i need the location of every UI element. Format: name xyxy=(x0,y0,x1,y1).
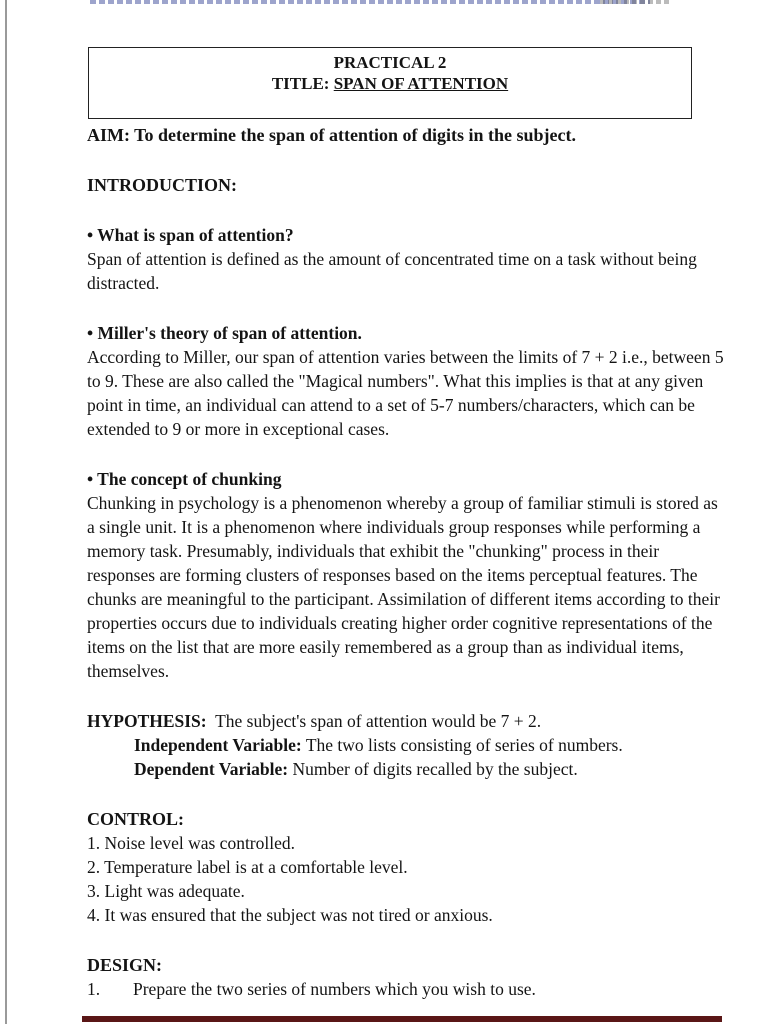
bottom-divider xyxy=(82,1016,722,1022)
document-body xyxy=(87,123,727,1001)
answer-chunking: Chunking in psychology is a phenomenon whereby a group of familiar stimuli is stored as a single unit. It is a phenomenon where individuals group responses while performing a memory task. Presumably, individuals that exhibit the "chunking" process in their responses are forming clusters of responses based on the items perceptual features. The chunks are meaningful to the participant. Assimilation of different items according to their properties occurs due to individuals creating higher order cognitive representations of the items on the list that are more easily remembered as a group than as individual items, themselves. xyxy=(87,493,720,681)
control-item: 2. Temperature label is at a comfortable level. xyxy=(87,857,408,877)
aim-statement: AIM: To determine the span of attention of digits in the subject. xyxy=(87,125,576,145)
title-prefix: TITLE: xyxy=(271,74,334,93)
control-item: 4. It was ensured that the subject was not tired or anxious. xyxy=(87,905,493,925)
cropped-header-text-right xyxy=(600,0,670,4)
control-item: 1. Noise level was controlled. xyxy=(87,833,296,853)
introduction-heading: INTRODUCTION: xyxy=(87,175,238,195)
hypothesis-label: HYPOTHESIS: xyxy=(87,711,207,731)
dv-text: Number of digits recalled by the subject. xyxy=(292,759,578,779)
independent-variable-line xyxy=(87,733,727,757)
answer-millers-theory: According to Miller, our span of attention varies between the limits of 7 + 2 i.e., between 5 to 9. These are also called the "Magical numbers". What this implies is that at any given point in time, an individual can attend to a set of 5-7 numbers/characters, which can be extended to 9 or more in exceptional cases. xyxy=(87,347,724,439)
question-millers-theory: • Miller's theory of span of attention. xyxy=(87,323,362,343)
practical-title xyxy=(89,73,691,95)
control-heading: CONTROL: xyxy=(87,809,185,829)
cropped-header-text xyxy=(90,0,650,4)
question-chunking: • The concept of chunking xyxy=(87,469,282,489)
control-item: 3. Light was adequate. xyxy=(87,881,245,901)
page-edge-rule xyxy=(5,0,7,1024)
answer-what-is-span: Span of attention is defined as the amount of concentrated time on a task without being distracted. xyxy=(87,249,697,293)
hypothesis-line xyxy=(87,709,727,733)
iv-text: The two lists consisting of series of numbers. xyxy=(305,735,623,755)
title-text: SPAN OF ATTENTION xyxy=(333,74,509,93)
question-what-is-span: • What is span of attention? xyxy=(87,225,294,245)
hypothesis-text: The subject's span of attention would be 7 + 2. xyxy=(215,711,542,731)
dv-label: Dependent Variable: xyxy=(134,759,289,779)
design-step-number: 1. xyxy=(87,979,101,999)
dependent-variable-line xyxy=(87,757,727,781)
design-step xyxy=(87,977,727,1001)
iv-label: Independent Variable: xyxy=(134,735,302,755)
practical-number: PRACTICAL 2 xyxy=(333,53,447,72)
title-box xyxy=(88,47,692,119)
design-step-text: Prepare the two series of numbers which you wish to use. xyxy=(133,979,536,999)
design-heading: DESIGN: xyxy=(87,955,163,975)
